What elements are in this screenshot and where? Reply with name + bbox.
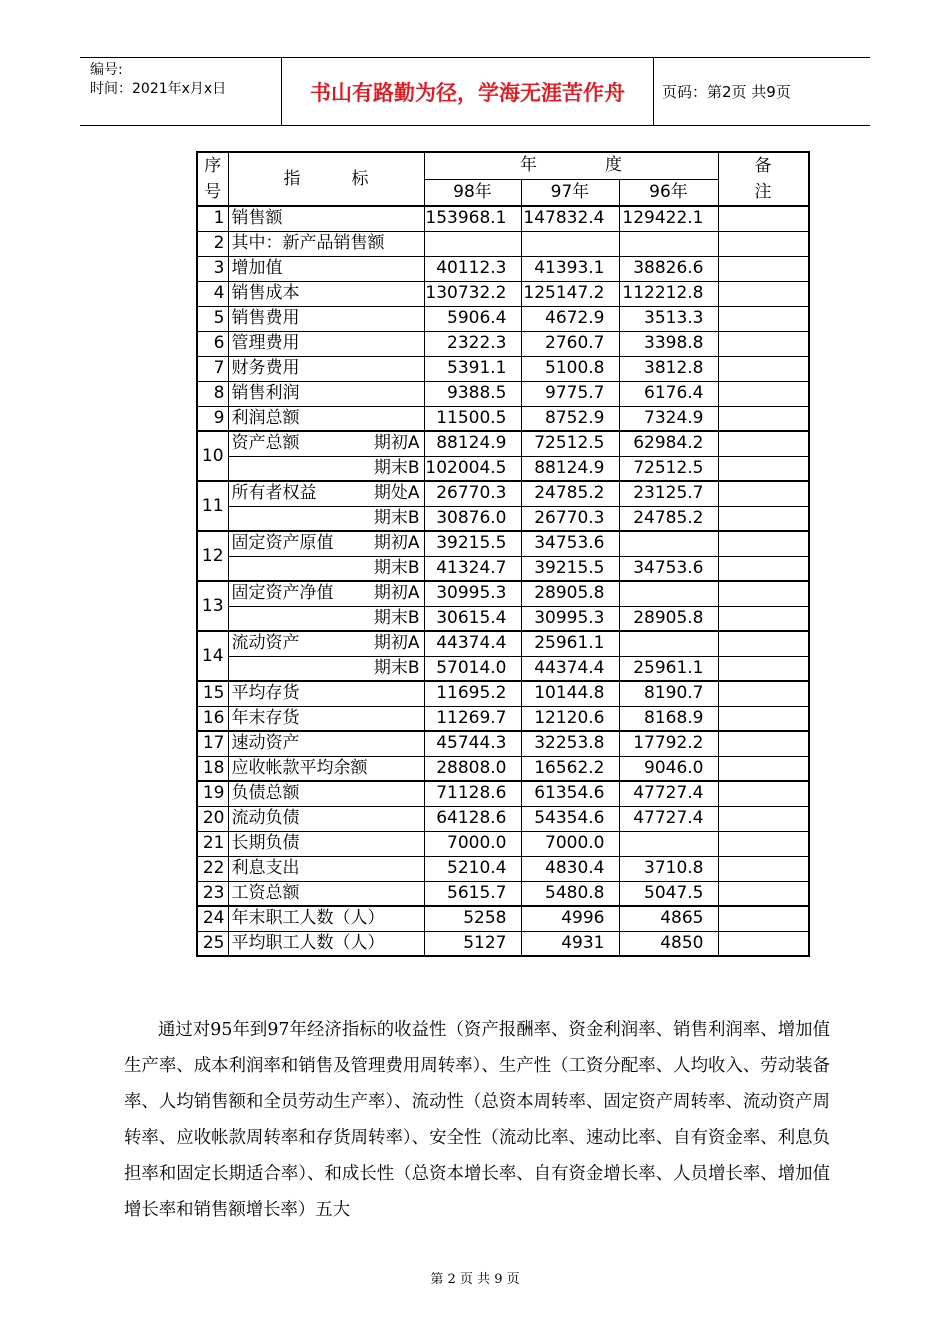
table-row [197,281,809,306]
row-indicator-name: 应收帐款平均余额 [228,756,424,781]
row-value: 7324.9 [619,406,718,431]
row-remark [718,281,809,306]
row-value: 25961.1 [521,631,619,656]
row-value: 28905.8 [521,581,619,606]
row-remark [718,406,809,431]
table-row [197,256,809,281]
row-value: 28808.0 [424,756,521,781]
row-value [619,631,718,656]
table-row [197,506,809,531]
header-motto: 书山有路勤为径，学海无涯苦作舟 [282,58,654,125]
row-indicator-name [228,481,424,506]
row-value: 25961.1 [619,656,718,681]
row-remark [718,881,809,906]
row-value: 3398.8 [619,331,718,356]
row-value: 41393.1 [521,256,619,281]
row-indicator-name [228,556,424,581]
row-remark [718,456,809,481]
row-value: 44374.4 [424,631,521,656]
period-start-label: 期初A [373,433,420,454]
row-value: 23125.7 [619,481,718,506]
table-row [197,881,809,906]
row-value: 26770.3 [521,506,619,531]
row-remark [718,306,809,331]
row-remark [718,606,809,631]
row-value: 45744.3 [424,731,521,756]
row-indicator-name: 增加值 [228,256,424,281]
table-row [197,706,809,731]
row-number: 19 [197,781,228,806]
row-value: 3513.3 [619,306,718,331]
table-row [197,856,809,881]
row-value: 8752.9 [521,406,619,431]
indicator-table-wrap [196,151,810,957]
row-number: 8 [197,381,228,406]
table-row [197,406,809,431]
table-row [197,231,809,256]
table-row [197,531,809,556]
row-remark [718,806,809,831]
row-indicator-name [228,581,424,606]
row-indicator-name: 年末存货 [228,706,424,731]
header-year-97: 97年 [521,179,619,206]
row-number: 18 [197,756,228,781]
row-remark [718,481,809,506]
row-indicator-name: 其中：新产品销售额 [228,231,424,256]
row-value: 16562.2 [521,756,619,781]
row-value: 72512.5 [619,456,718,481]
row-number: 1 [197,206,228,231]
header-left [80,58,282,125]
indicator-label: 所有者权益 [231,483,317,504]
row-value: 10144.8 [521,681,619,706]
row-indicator-name [228,606,424,631]
header-year-group: 年 度 [424,152,718,179]
row-value: 112212.8 [619,281,718,306]
period-end-label: 期末B [373,507,420,528]
table-row [197,356,809,381]
row-number: 9 [197,406,228,431]
row-remark [718,706,809,731]
row-value: 24785.2 [521,481,619,506]
table-row [197,206,809,231]
row-value: 5258 [424,906,521,931]
header-year-98: 98年 [424,179,521,206]
body-paragraph: 通过对95年到97年经济指标的收益性（资产报酬率、资金利润率、销售利润率、增加值生产率、成本利润率和销售及管理费用周转率）、生产性（工资分配率、人均收入、劳动装备率、人均销售额和全员劳动生产率）、流动性（总资本周转率、固定资产周转率、流动资产周转率、应收帐款周转率和存货周转率）、安全性（流动比率、速动比率、自有资金率、利息负担率和固定长期适合率）、和成长性（总资本增长率、自有资金增长率、人员增长率、增加值增长率和销售额增长率）五大 [124,1020,830,1220]
row-indicator-name [228,456,424,481]
header-remark: 备注 [718,152,809,206]
row-number: 5 [197,306,228,331]
row-indicator-name: 财务费用 [228,356,424,381]
indicator-label: 流动资产 [231,633,300,654]
row-value [619,581,718,606]
row-remark [718,581,809,606]
period-start-label: 期处A [373,483,420,504]
row-remark [718,906,809,931]
row-value: 153968.1 [424,206,521,231]
table-row [197,731,809,756]
row-value: 125147.2 [521,281,619,306]
row-number: 6 [197,331,228,356]
row-value: 64128.6 [424,806,521,831]
row-indicator-name [228,506,424,531]
row-value: 11500.5 [424,406,521,431]
row-value: 147832.4 [521,206,619,231]
table-row [197,781,809,806]
period-end-label: 期末B [373,557,420,578]
row-value: 4830.4 [521,856,619,881]
time-label: 时间：2021年x月x日 [90,81,227,97]
row-indicator-name: 平均职工人数（人） [228,931,424,956]
row-value: 4672.9 [521,306,619,331]
row-value: 32253.8 [521,731,619,756]
header-indicator: 指 标 [228,152,424,206]
table-row [197,906,809,931]
header-page-info: 页码：第2页 共9页 [662,83,791,101]
row-remark [718,831,809,856]
table-row [197,381,809,406]
row-value: 11269.7 [424,706,521,731]
indicator-label: 固定资产原值 [231,533,334,554]
page-footer: 第 2 页 共 9 页 [430,1272,520,1287]
indicator-label: 资产总额 [231,433,300,454]
row-value: 8168.9 [619,706,718,731]
row-value: 4931 [521,931,619,956]
row-value: 40112.3 [424,256,521,281]
row-value: 9775.7 [521,381,619,406]
row-remark [718,331,809,356]
row-value: 5615.7 [424,881,521,906]
row-remark [718,206,809,231]
row-number: 4 [197,281,228,306]
row-value: 3812.8 [619,356,718,381]
row-value: 9388.5 [424,381,521,406]
table-row [197,831,809,856]
row-indicator-name: 负债总额 [228,781,424,806]
row-value [521,231,619,256]
row-number: 12 [197,531,228,581]
row-number: 22 [197,856,228,881]
row-remark [718,931,809,956]
row-number: 11 [197,481,228,531]
table-row [197,681,809,706]
table-row [197,756,809,781]
row-value: 38826.6 [619,256,718,281]
row-number: 16 [197,706,228,731]
period-end-label: 期末B [373,457,420,478]
row-value: 30995.3 [424,581,521,606]
header-no: 序号 [197,152,228,206]
row-indicator-name: 利润总额 [228,406,424,431]
row-remark [718,656,809,681]
row-value: 61354.6 [521,781,619,806]
row-value: 44374.4 [521,656,619,681]
row-value: 2322.3 [424,331,521,356]
row-value: 102004.5 [424,456,521,481]
table-row [197,481,809,506]
row-value: 8190.7 [619,681,718,706]
row-remark [718,356,809,381]
code-label: 编号: [90,62,123,78]
row-value [424,231,521,256]
table-row [197,306,809,331]
row-indicator-name [228,431,424,456]
table-row [197,581,809,606]
table-row [197,631,809,656]
row-indicator-name: 销售成本 [228,281,424,306]
row-indicator-name: 流动负债 [228,806,424,831]
row-number: 14 [197,631,228,681]
row-value: 54354.6 [521,806,619,831]
table-row [197,556,809,581]
row-remark [718,856,809,881]
row-indicator-name [228,531,424,556]
row-value: 88124.9 [521,456,619,481]
row-value: 39215.5 [521,556,619,581]
row-value: 4865 [619,906,718,931]
row-value: 26770.3 [424,481,521,506]
row-remark [718,731,809,756]
period-end-label: 期末B [373,657,420,678]
row-value: 129422.1 [619,206,718,231]
row-indicator-name: 长期负债 [228,831,424,856]
row-number: 25 [197,931,228,956]
row-value: 9046.0 [619,756,718,781]
table-row [197,656,809,681]
row-value: 6176.4 [619,381,718,406]
indicator-label: 固定资产净值 [231,583,334,604]
row-value: 47727.4 [619,806,718,831]
row-remark [718,681,809,706]
row-value: 41324.7 [424,556,521,581]
row-indicator-name: 年末职工人数（人） [228,906,424,931]
row-value: 5906.4 [424,306,521,331]
row-value: 24785.2 [619,506,718,531]
row-remark [718,781,809,806]
row-remark [718,756,809,781]
row-value: 5127 [424,931,521,956]
row-remark [718,556,809,581]
indicator-table [196,151,810,957]
row-value [619,531,718,556]
table-row [197,931,809,956]
row-indicator-name: 工资总额 [228,881,424,906]
row-value: 71128.6 [424,781,521,806]
row-value: 3710.8 [619,856,718,881]
row-value: 2760.7 [521,331,619,356]
row-value: 17792.2 [619,731,718,756]
row-remark [718,531,809,556]
row-value: 34753.6 [619,556,718,581]
row-value: 4850 [619,931,718,956]
row-value: 5047.5 [619,881,718,906]
row-number: 24 [197,906,228,931]
row-indicator-name: 销售费用 [228,306,424,331]
table-row [197,456,809,481]
table-row [197,431,809,456]
row-value: 5391.1 [424,356,521,381]
row-value: 7000.0 [521,831,619,856]
table-row [197,331,809,356]
row-number: 3 [197,256,228,281]
row-indicator-name [228,656,424,681]
row-value: 28905.8 [619,606,718,631]
row-remark [718,631,809,656]
row-indicator-name [228,631,424,656]
period-start-label: 期初A [373,533,420,554]
row-remark [718,231,809,256]
row-value [619,231,718,256]
row-number: 17 [197,731,228,756]
row-value: 5100.8 [521,356,619,381]
row-indicator-name: 销售利润 [228,381,424,406]
row-indicator-name: 速动资产 [228,731,424,756]
row-value: 5480.8 [521,881,619,906]
row-indicator-name: 管理费用 [228,331,424,356]
row-value: 11695.2 [424,681,521,706]
row-value: 130732.2 [424,281,521,306]
row-number: 21 [197,831,228,856]
row-remark [718,256,809,281]
row-value: 88124.9 [424,431,521,456]
table-row [197,606,809,631]
table-row [197,806,809,831]
row-number: 7 [197,356,228,381]
row-remark [718,506,809,531]
row-number: 15 [197,681,228,706]
row-value: 34753.6 [521,531,619,556]
header-year-96: 96年 [619,179,718,206]
row-value: 47727.4 [619,781,718,806]
row-value: 30615.4 [424,606,521,631]
period-start-label: 期初A [373,583,420,604]
row-value: 5210.4 [424,856,521,881]
row-remark [718,381,809,406]
row-indicator-name: 销售额 [228,206,424,231]
row-value: 39215.5 [424,531,521,556]
row-value [619,831,718,856]
period-start-label: 期初A [373,633,420,654]
row-value: 12120.6 [521,706,619,731]
row-remark [718,431,809,456]
row-value: 30995.3 [521,606,619,631]
row-value: 72512.5 [521,431,619,456]
row-number: 10 [197,431,228,481]
row-number: 2 [197,231,228,256]
period-end-label: 期末B [373,607,420,628]
row-indicator-name: 利息支出 [228,856,424,881]
row-value: 57014.0 [424,656,521,681]
page-header [80,57,870,126]
row-number: 20 [197,806,228,831]
row-indicator-name: 平均存货 [228,681,424,706]
row-value: 62984.2 [619,431,718,456]
row-value: 7000.0 [424,831,521,856]
row-number: 23 [197,881,228,906]
row-value: 30876.0 [424,506,521,531]
row-number: 13 [197,581,228,631]
row-value: 4996 [521,906,619,931]
